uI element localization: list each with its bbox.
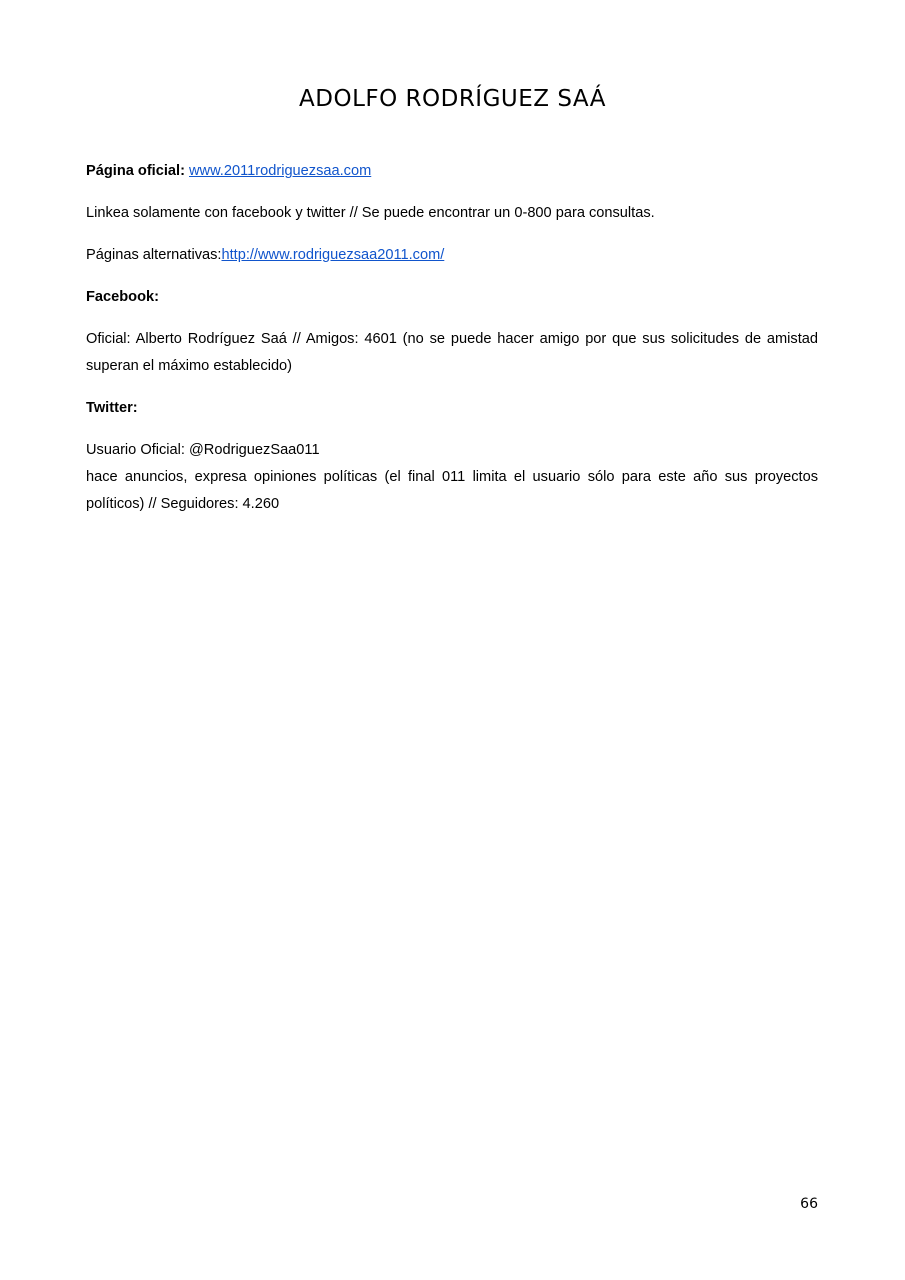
facebook-heading: Facebook:	[86, 289, 159, 305]
alt-pages-label: Páginas alternativas:	[86, 247, 222, 263]
twitter-text: hace anuncios, expresa opiniones políticas (el final 011 limita el usuario sólo para este año sus proyectos políticos) // Seguidores: 4.260	[86, 469, 818, 512]
page-number: 66	[800, 1196, 818, 1212]
page-title: ADOLFO RODRÍGUEZ SAÁ	[299, 86, 606, 112]
official-page-label: Página oficial:	[86, 163, 185, 179]
document-body	[86, 158, 818, 533]
twitter-heading: Twitter:	[86, 400, 138, 416]
facebook-text: Oficial: Alberto Rodríguez Saá // Amigos: 4601 (no se puede hacer amigo por que sus solicitudes de amistad superan el máximo establecido)	[86, 331, 818, 374]
official-page-paragraph	[86, 158, 818, 185]
official-page-link[interactable]: www.2011rodriguezsaa.com	[189, 163, 372, 179]
alt-pages-link[interactable]: http://www.rodriguezsaa2011.com/	[221, 247, 445, 263]
twitter-user-line: Usuario Oficial: @RodriguezSaa011	[86, 442, 320, 458]
links-note: Linkea solamente con facebook y twitter // Se puede encontrar un 0-800 para consultas.	[86, 205, 655, 221]
twitter-paragraph	[86, 437, 818, 518]
alt-pages-paragraph	[86, 242, 818, 269]
